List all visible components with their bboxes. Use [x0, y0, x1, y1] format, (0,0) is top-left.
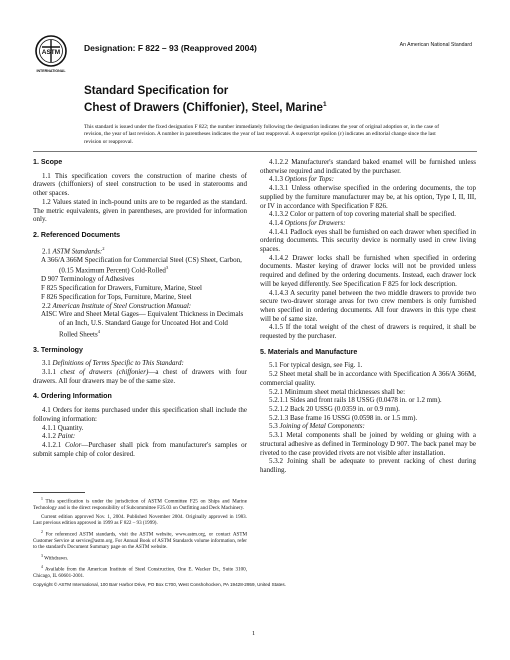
paragraph: 1.2 Values stated in inch-pound units are to be regarded as the standard. The metric equivalents, given in parentheses, are provided for information only. — [33, 197, 247, 224]
paragraph: 5.3 Joining of Metal Components: — [269, 422, 365, 431]
paragraph: 4.1.2 Paint: — [42, 432, 76, 441]
svg-text:INTERNATIONAL: INTERNATIONAL — [36, 69, 66, 73]
issuance-notice: This standard is issued under the fixed designation F 822; the number immediately following the designation indicates the year of original adoption or, in the case of revision, the year of last revision. A number in parentheses indicates the year of last reapproval. A superscript epsilon (ε) indicates an editorial change since the last revision or reapproval. — [84, 124, 440, 145]
paragraph: 4.1 Orders for items purchased under this specification shall include the following information: — [33, 406, 247, 423]
paragraph: 3.1.1 chest of drawers (chiffonier)—a chest of drawers with four drawers. All four drawers may be of the same size. — [33, 368, 247, 385]
paragraph: 4.1.3 Options for Tops: — [269, 175, 334, 184]
paragraph: 4.1.2.1 Color—Purchaser shall pick from manufacturer's samples or submit sample chip of color desired. — [33, 440, 247, 458]
footnote: $^3$ Withdrawn. — [41, 553, 69, 562]
section-heading: 5. Materials and Manufacture — [260, 347, 358, 356]
right-column — [260, 158, 476, 475]
paragraph: 4.1.5 If the total weight of the chest of drawers is required, it shall be requested by the purchaser. — [260, 323, 476, 341]
paragraph: 5.3.2 Joining shall be adequate to prevent racking of chest during handling. — [260, 457, 476, 474]
paragraph: 5.2.1.3 Base frame 16 USSG (0.0598 in. or 1.5 mm). — [269, 413, 418, 422]
paragraph: 4.1.3.1 Unless otherwise specified in the ordering documents, the top supplied by the furniture manufacturer may be, at his option, Type I, II, III, or IV in accordance with Specification F 826. — [260, 184, 476, 210]
title-line-1: Standard Specification for — [84, 84, 229, 97]
title-line-2: Chest of Drawers (Chiffonier), Steel, Marine$^1$ — [84, 100, 327, 114]
section-heading: 3. Terminology — [33, 345, 83, 354]
reference-item: D 907 Terminology of Adhesives — [41, 275, 135, 284]
header-divider — [33, 151, 477, 152]
reference-item: F 826 Specification for Tops, Furniture, Marine, Steel — [41, 292, 192, 301]
paragraph: 5.2.1 Minimum sheet metal thicknesses shall be: — [269, 387, 406, 396]
left-column — [33, 158, 247, 458]
paragraph: 4.1.4.2 Drawer locks shall be furnished when specified in ordering documents. Master keying of drawer locks will not be provided unless required and defined by the ordering documents. Instead, each drawer lock will be keyed differently. See Specification F 825 for lock description. — [260, 253, 476, 288]
astm-logo-icon — [33, 34, 69, 74]
section-heading: 2. Referenced Documents — [33, 230, 121, 239]
section-heading: 4. Ordering Information — [33, 392, 112, 401]
paragraph: 4.1.2.2 Manufacturer's standard baked enamel will be furnished unless otherwise required and indicated by the purchaser. — [260, 158, 476, 175]
paragraph: 5.2.1.1 Sides and front rails 18 USSG (0.0478 in. or 1.2 mm). — [269, 396, 442, 405]
document-title — [84, 84, 444, 115]
footnote: $^1$ This specification is under the jurisdiction of ASTM Committee F25 on Ships and Marine Technology and is the direct responsibility of Subcommittee F25.03 on Outfitting and Deck Machinery. — [33, 497, 247, 512]
footnote: Current edition approved Nov. 1, 2004. Published November 2004. Originally approved in 1983. Last previous edition approved in 1999 as F 822 – 93 (1999). — [33, 513, 247, 527]
reference-item: AISC Wire and Sheet Metal Gages— Equivalent Thickness in Decimals of an Inch, U.S. Standard Gauge for Uncoated Hot and Cold Rolled Sheets$^4$ — [41, 310, 244, 338]
designation: Designation: F 822 – 93 (Reapproved 2004) — [84, 43, 257, 53]
svg-text:ASTM: ASTM — [41, 49, 61, 56]
paragraph: 4.1.3.2 Color or pattern of top covering material shall be specified. — [269, 210, 457, 219]
paragraph: 4.1.4.3 A security panel between the two middle drawers to provide two secure two-drawer storage areas for two crew members is only furnished when specified in ordering documents. All four drawers in this type chest will be of same size. — [260, 288, 476, 323]
footnote-divider — [33, 492, 85, 493]
paragraph: 2.2 American Institute of Steel Construction Manual: — [42, 301, 192, 310]
page-number: 1 — [252, 630, 256, 637]
paragraph: 2.1 ASTM Standards:$^2$ — [42, 245, 105, 255]
footnote: $^2$ For referenced ASTM standards, visit the ASTM website, www.astm.org, or contact ASTM Customer Service at service@astm.org. For Annual Book of ASTM Standards volume information, refer to the standard's Document Summary page on the ASTM website. — [33, 529, 247, 551]
paragraph: 1.1 This specification covers the construction of marine chests of drawers (chiffoniers) of steel construction to be used in staterooms and other spaces. — [33, 171, 247, 198]
paragraph: 3.1 Definitions of Terms Specific to This Standard: — [42, 359, 184, 368]
paragraph: 5.1 For typical design, see Fig. 1. — [269, 361, 363, 370]
section-heading: 1. Scope — [33, 158, 63, 166]
reference-item: A 366/A 366M Specification for Commercial Steel (CS) Sheet, Carbon, (0.15 Maximum Percent) Cold-Rolled$^3$ — [41, 255, 242, 275]
footnote: $^4$ Available from the American Institute of Steel Construction, One E. Wacker Dr., Suite 3100, Chicago, IL 60601-2001. — [33, 565, 247, 580]
paragraph: 5.3.1 Metal components shall be joined by welding or gluing with a structural adhesive as defined in Terminology D 907. The back panel may be riveted to the case provided rivets are not visible after installation. — [260, 431, 476, 457]
paragraph: 4.1.1 Quantity. — [42, 423, 84, 432]
american-national-standard: An American National Standard — [399, 42, 472, 48]
paragraph: 4.1.4 Options for Drawers: — [269, 218, 346, 227]
reference-item: F 825 Specification for Drawers, Furniture, Marine, Steel — [41, 284, 202, 293]
footnotes — [33, 496, 247, 582]
paragraph: 5.2 Sheet metal shall be in accordance with Specification A 366/A 366M, commercial quality. — [260, 370, 476, 387]
paragraph: 5.2.1.2 Back 20 USSG (0.0359 in. or 0.9 mm). — [269, 404, 400, 413]
copyright-line: Copyright © ASTM International, 100 Barr Harbor Drive, PO Box C700, West Conshohocken, PA 19428-2959, United States. — [33, 582, 286, 587]
astm-logo — [33, 34, 69, 74]
paragraph: 4.1.4.1 Padlock eyes shall be furnished on each drawer when specified in ordering documents. This security device is normally used in crew living spaces. — [260, 227, 476, 254]
